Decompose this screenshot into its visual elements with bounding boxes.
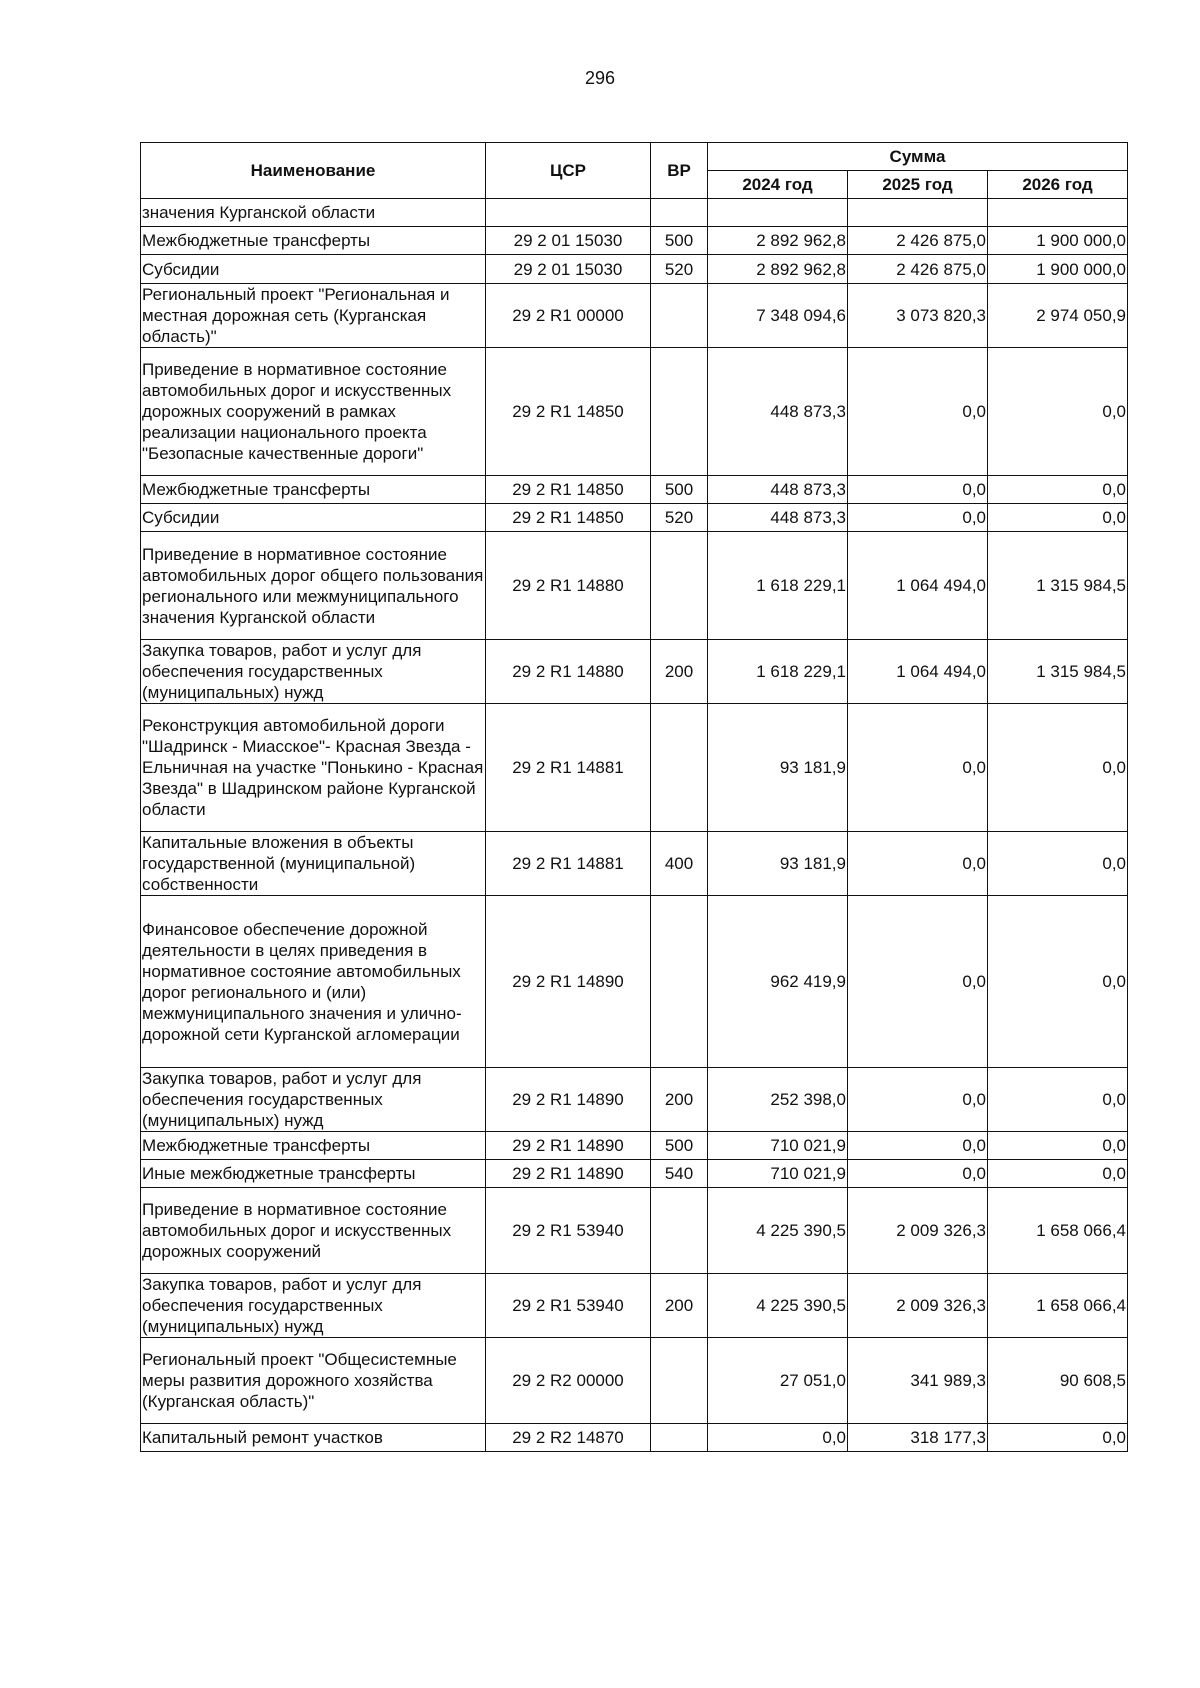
table-body [141, 199, 1128, 1452]
row-amount-2025: 0,0 [848, 504, 988, 532]
row-amount-2025: 0,0 [848, 704, 988, 832]
row-amount-2026: 0,0 [988, 896, 1128, 1068]
row-csr: 29 2 R1 14850 [486, 504, 651, 532]
budget-table [140, 142, 1128, 1452]
row-amount-2026: 0,0 [988, 832, 1128, 896]
row-amount-2024: 2 892 962,8 [708, 255, 848, 284]
row-amount-2025: 0,0 [848, 1160, 988, 1188]
header-2026: 2026 год [988, 171, 1128, 199]
row-csr: 29 2 R1 14890 [486, 1068, 651, 1132]
row-amount-2026: 1 658 066,4 [988, 1188, 1128, 1274]
row-name: Субсидии [141, 504, 486, 532]
page-number: 296 [584, 68, 616, 88]
row-amount-2026: 0,0 [988, 348, 1128, 476]
row-name: Межбюджетные трансферты [141, 227, 486, 255]
row-amount-2025: 2 009 326,3 [848, 1274, 988, 1338]
row-amount-2025: 2 426 875,0 [848, 227, 988, 255]
row-vr [651, 532, 708, 640]
row-amount-2024: 1 618 229,1 [708, 640, 848, 704]
header-2025: 2025 год [848, 171, 988, 199]
row-vr: 500 [651, 476, 708, 504]
row-name: Закупка товаров, работ и услуг для обеспечения государственных (муниципальных) нужд [141, 640, 486, 704]
row-amount-2024: 710 021,9 [708, 1132, 848, 1160]
row-amount-2025: 0,0 [848, 348, 988, 476]
row-amount-2024: 4 225 390,5 [708, 1188, 848, 1274]
row-name: Региональный проект "Общесистемные меры развития дорожного хозяйства (Курганская область)" [141, 1338, 486, 1424]
row-name: Реконструкция автомобильной дороги "Шадринск - Миасское"- Красная Звезда - Ельничная на участке "Понькино - Красная Звезда" в Шадринском районе Курганской области [141, 704, 486, 832]
table-row [141, 640, 1128, 704]
row-amount-2025: 318 177,3 [848, 1424, 988, 1452]
table-row [141, 255, 1128, 284]
row-vr: 200 [651, 1274, 708, 1338]
row-amount-2026 [988, 199, 1128, 227]
table-row [141, 504, 1128, 532]
row-amount-2026: 1 900 000,0 [988, 255, 1128, 284]
row-csr: 29 2 R1 14850 [486, 348, 651, 476]
row-name: Закупка товаров, работ и услуг для обеспечения государственных (муниципальных) нужд [141, 1068, 486, 1132]
row-name: Субсидии [141, 255, 486, 284]
row-csr: 29 2 R1 14880 [486, 640, 651, 704]
row-amount-2026: 1 315 984,5 [988, 640, 1128, 704]
row-csr: 29 2 R1 14890 [486, 1132, 651, 1160]
row-name: Капитальный ремонт участков [141, 1424, 486, 1452]
row-csr [486, 199, 651, 227]
row-name: Капитальные вложения в объекты государственной (муниципальной) собственности [141, 832, 486, 896]
row-csr: 29 2 R1 14850 [486, 476, 651, 504]
row-csr: 29 2 R1 14880 [486, 532, 651, 640]
table-row [141, 199, 1128, 227]
row-amount-2026: 0,0 [988, 476, 1128, 504]
row-amount-2026: 90 608,5 [988, 1338, 1128, 1424]
table-row [141, 704, 1128, 832]
row-name: Межбюджетные трансферты [141, 1132, 486, 1160]
row-amount-2025: 1 064 494,0 [848, 640, 988, 704]
row-amount-2024: 1 618 229,1 [708, 532, 848, 640]
row-vr: 400 [651, 832, 708, 896]
row-vr: 540 [651, 1160, 708, 1188]
row-csr: 29 2 R1 14881 [486, 704, 651, 832]
row-name: Иные межбюджетные трансферты [141, 1160, 486, 1188]
row-name: значения Курганской области [141, 199, 486, 227]
row-amount-2024: 93 181,9 [708, 832, 848, 896]
row-amount-2026: 1 315 984,5 [988, 532, 1128, 640]
table-row [141, 227, 1128, 255]
row-name: Приведение в нормативное состояние автомобильных дорог общего пользования регионального или межмуниципального значения Курганской области [141, 532, 486, 640]
table-row [141, 1274, 1128, 1338]
table-row [141, 1160, 1128, 1188]
row-name: Финансовое обеспечение дорожной деятельности в целях приведения в нормативное состояние автомобильных дорог регионального и (или) межмуниципального значения и улично-дорожной сети Курганской агломерации [141, 896, 486, 1068]
row-csr: 29 2 01 15030 [486, 227, 651, 255]
table-row [141, 476, 1128, 504]
header-2024: 2024 год [708, 171, 848, 199]
header-sum: Сумма [708, 143, 1128, 171]
row-amount-2024: 27 051,0 [708, 1338, 848, 1424]
table-row [141, 896, 1128, 1068]
table-row [141, 1188, 1128, 1274]
row-amount-2024 [708, 199, 848, 227]
row-csr: 29 2 R1 53940 [486, 1188, 651, 1274]
row-vr [651, 199, 708, 227]
row-amount-2025: 0,0 [848, 832, 988, 896]
row-vr [651, 348, 708, 476]
row-amount-2026: 0,0 [988, 1160, 1128, 1188]
row-amount-2025: 0,0 [848, 1132, 988, 1160]
row-amount-2025: 1 064 494,0 [848, 532, 988, 640]
row-amount-2025: 0,0 [848, 1068, 988, 1132]
row-name: Приведение в нормативное состояние автомобильных дорог и искусственных дорожных сооружений в рамках реализации национального проекта "Безопасные качественные дороги" [141, 348, 486, 476]
row-amount-2024: 448 873,3 [708, 348, 848, 476]
header-vr: ВР [651, 143, 708, 199]
row-vr: 520 [651, 255, 708, 284]
row-amount-2024: 7 348 094,6 [708, 284, 848, 348]
row-csr: 29 2 R2 00000 [486, 1338, 651, 1424]
row-name: Приведение в нормативное состояние автомобильных дорог и искусственных дорожных сооружений [141, 1188, 486, 1274]
row-amount-2026: 0,0 [988, 704, 1128, 832]
row-vr: 200 [651, 1068, 708, 1132]
row-vr: 200 [651, 640, 708, 704]
row-amount-2025: 0,0 [848, 476, 988, 504]
row-amount-2024: 252 398,0 [708, 1068, 848, 1132]
row-amount-2024: 4 225 390,5 [708, 1274, 848, 1338]
table-row [141, 832, 1128, 896]
row-name: Закупка товаров, работ и услуг для обеспечения государственных (муниципальных) нужд [141, 1274, 486, 1338]
row-csr: 29 2 R2 14870 [486, 1424, 651, 1452]
row-vr: 520 [651, 504, 708, 532]
row-amount-2025: 3 073 820,3 [848, 284, 988, 348]
row-amount-2024: 93 181,9 [708, 704, 848, 832]
table-row [141, 284, 1128, 348]
row-amount-2026: 0,0 [988, 1132, 1128, 1160]
row-amount-2025: 341 989,3 [848, 1338, 988, 1424]
row-amount-2026: 1 900 000,0 [988, 227, 1128, 255]
row-amount-2026: 2 974 050,9 [988, 284, 1128, 348]
row-csr: 29 2 01 15030 [486, 255, 651, 284]
row-amount-2024: 0,0 [708, 1424, 848, 1452]
row-amount-2025: 2 426 875,0 [848, 255, 988, 284]
row-csr: 29 2 R1 14890 [486, 896, 651, 1068]
row-csr: 29 2 R1 00000 [486, 284, 651, 348]
row-csr: 29 2 R1 14881 [486, 832, 651, 896]
row-vr [651, 704, 708, 832]
table-row [141, 532, 1128, 640]
header-csr: ЦСР [486, 143, 651, 199]
row-vr [651, 284, 708, 348]
row-name: Межбюджетные трансферты [141, 476, 486, 504]
row-amount-2025 [848, 199, 988, 227]
row-vr: 500 [651, 227, 708, 255]
row-amount-2024: 448 873,3 [708, 476, 848, 504]
row-amount-2025: 0,0 [848, 896, 988, 1068]
table-row [141, 1338, 1128, 1424]
table-row [141, 348, 1128, 476]
row-amount-2024: 448 873,3 [708, 504, 848, 532]
row-amount-2024: 2 892 962,8 [708, 227, 848, 255]
row-name: Региональный проект "Региональная и местная дорожная сеть (Курганская область)" [141, 284, 486, 348]
row-amount-2026: 1 658 066,4 [988, 1274, 1128, 1338]
row-amount-2024: 710 021,9 [708, 1160, 848, 1188]
row-csr: 29 2 R1 53940 [486, 1274, 651, 1338]
table-row [141, 1068, 1128, 1132]
row-amount-2025: 2 009 326,3 [848, 1188, 988, 1274]
row-vr [651, 1424, 708, 1452]
row-amount-2026: 0,0 [988, 1424, 1128, 1452]
row-amount-2024: 962 419,9 [708, 896, 848, 1068]
row-vr [651, 1188, 708, 1274]
row-amount-2026: 0,0 [988, 504, 1128, 532]
table-header [141, 143, 1128, 199]
header-name: Наименование [141, 143, 486, 199]
row-amount-2026: 0,0 [988, 1068, 1128, 1132]
row-vr [651, 896, 708, 1068]
row-vr [651, 1338, 708, 1424]
table-row [141, 1424, 1128, 1452]
row-vr: 500 [651, 1132, 708, 1160]
row-csr: 29 2 R1 14890 [486, 1160, 651, 1188]
table-row [141, 1132, 1128, 1160]
